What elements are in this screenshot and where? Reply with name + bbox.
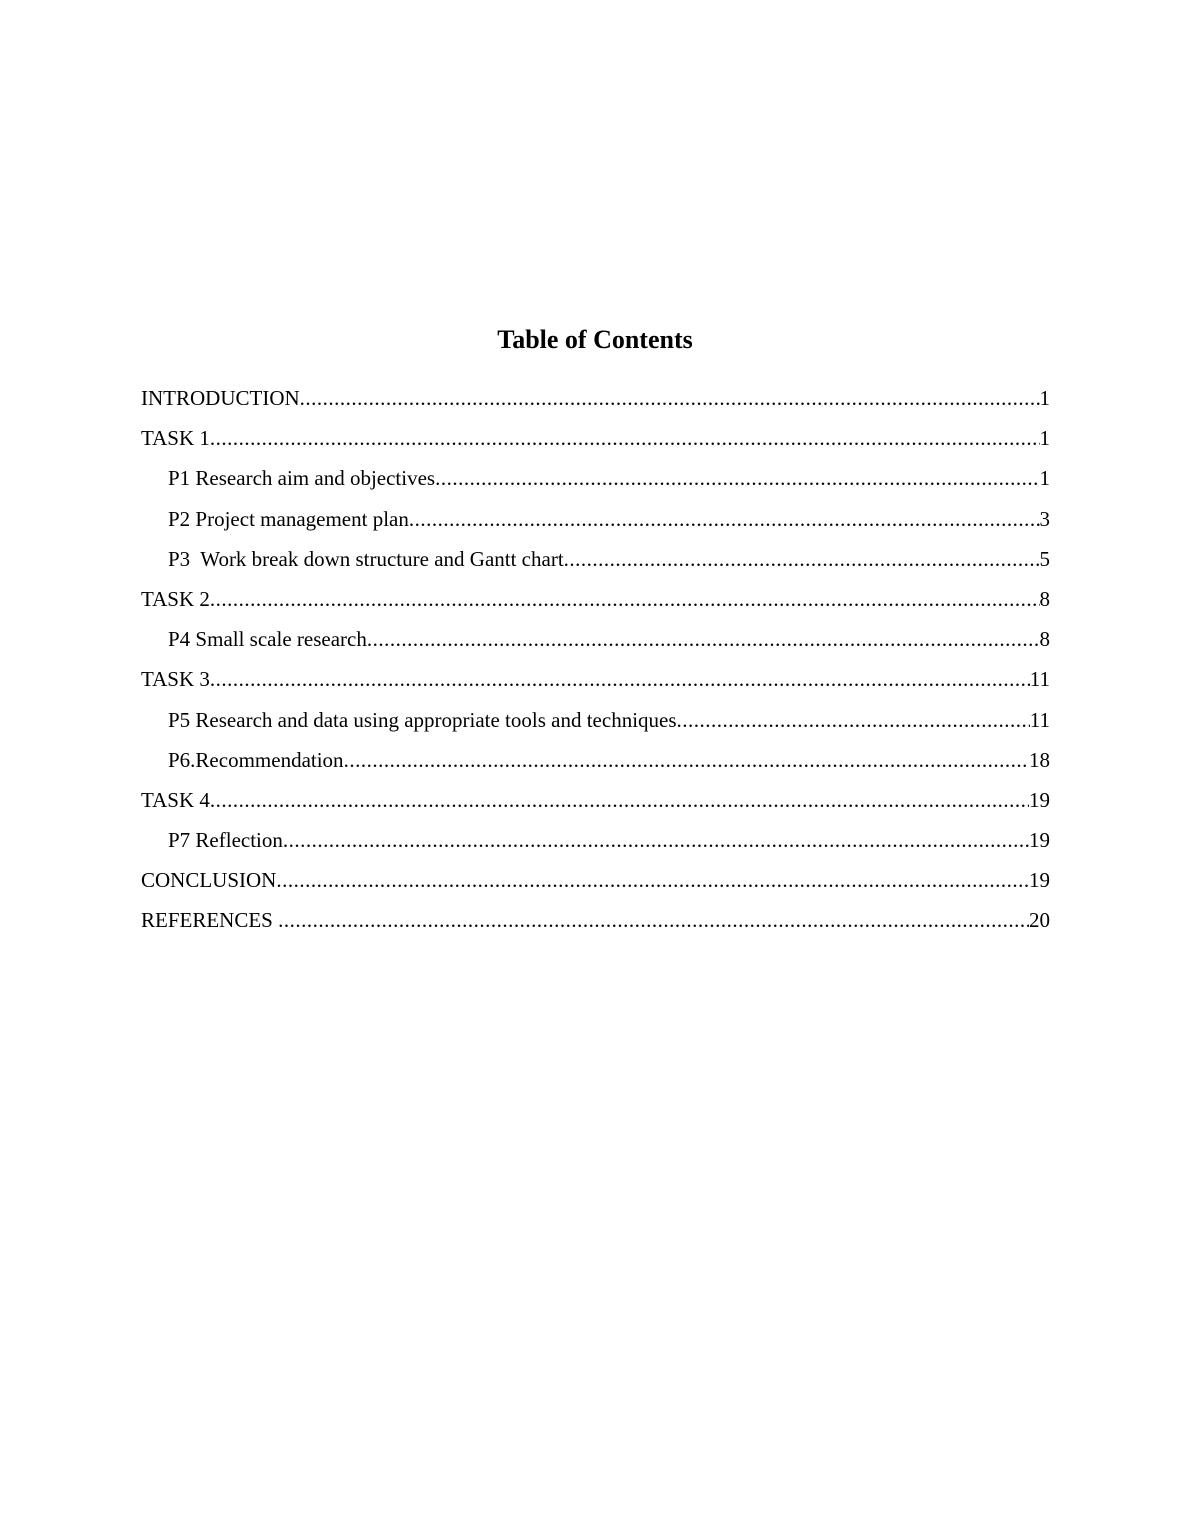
toc-entry[interactable] [141,860,1050,900]
toc-entry-page-number: 18 [1029,747,1050,772]
toc-entry-label: TASK 1 [141,426,210,451]
toc-dot-leader [564,539,1040,579]
toc-entry[interactable] [141,700,1050,740]
toc-dot-leader [210,780,1029,820]
toc-entry[interactable] [141,579,1050,619]
toc-entry[interactable] [141,900,1050,940]
toc-dot-leader [677,700,1030,740]
toc-dot-leader [344,740,1029,780]
toc-dot-leader [300,378,1040,418]
toc-entry[interactable] [141,539,1050,579]
toc-dot-leader [276,860,1029,900]
toc-entry[interactable] [141,780,1050,820]
toc-entry-page-number: 8 [1039,586,1050,611]
toc-entry-page-number: 1 [1039,466,1050,491]
toc-dot-leader [210,418,1040,458]
toc-entry-page-number: 11 [1029,667,1050,692]
toc-entry-page-number: 5 [1039,546,1050,571]
toc-entry[interactable] [141,659,1050,699]
toc-dot-leader [283,820,1029,860]
toc-entry-label: CONCLUSION [141,868,277,893]
toc-dot-leader [210,659,1030,699]
toc-entry-page-number: 11 [1029,707,1050,732]
toc-entry[interactable] [141,740,1050,780]
toc-dot-leader [367,619,1040,659]
toc-entry-label: TASK 4 [141,787,210,812]
toc-entry-label: REFERENCES [141,908,279,933]
toc-entry-page-number: 1 [1039,426,1050,451]
toc-entry-page-number: 19 [1029,868,1050,893]
toc-entry[interactable] [141,499,1050,539]
toc-dot-leader [278,900,1029,940]
toc-entry-label: P3 Work break down structure and Gantt chart [168,546,564,571]
toc-entry-page-number: 20 [1029,908,1050,933]
toc-entry-label: TASK 3 [141,667,210,692]
toc-entry[interactable] [141,418,1050,458]
toc-entry-label: P6.Recommendation [168,747,344,772]
toc-entry-page-number: 3 [1039,506,1050,531]
toc-title: Table of Contents [497,325,693,354]
toc-entry-label: P2 Project management plan [168,506,409,531]
toc-entry-label: P5 Research and data using appropriate tools and techniques [168,707,677,732]
toc-dot-leader [435,458,1039,498]
toc-entry[interactable] [141,619,1050,659]
toc-entry-page-number: 1 [1039,386,1050,410]
toc-entry-label: INTRODUCTION [141,386,300,410]
toc-entry-label: TASK 2 [141,586,210,611]
toc-entry-label: P7 Reflection [168,828,283,853]
toc-dot-leader [409,499,1040,539]
toc-entry-page-number: 19 [1029,787,1050,812]
toc-entry[interactable] [141,458,1050,498]
toc-list [141,378,1050,941]
toc-entry[interactable] [141,820,1050,860]
toc-entry-label: P4 Small scale research [168,627,367,652]
toc-dot-leader [210,579,1040,619]
toc-entry[interactable] [141,378,1050,418]
toc-entry-page-number: 8 [1039,627,1050,652]
toc-entry-page-number: 19 [1029,828,1050,853]
toc-entry-label: P1 Research aim and objectives [168,466,436,491]
